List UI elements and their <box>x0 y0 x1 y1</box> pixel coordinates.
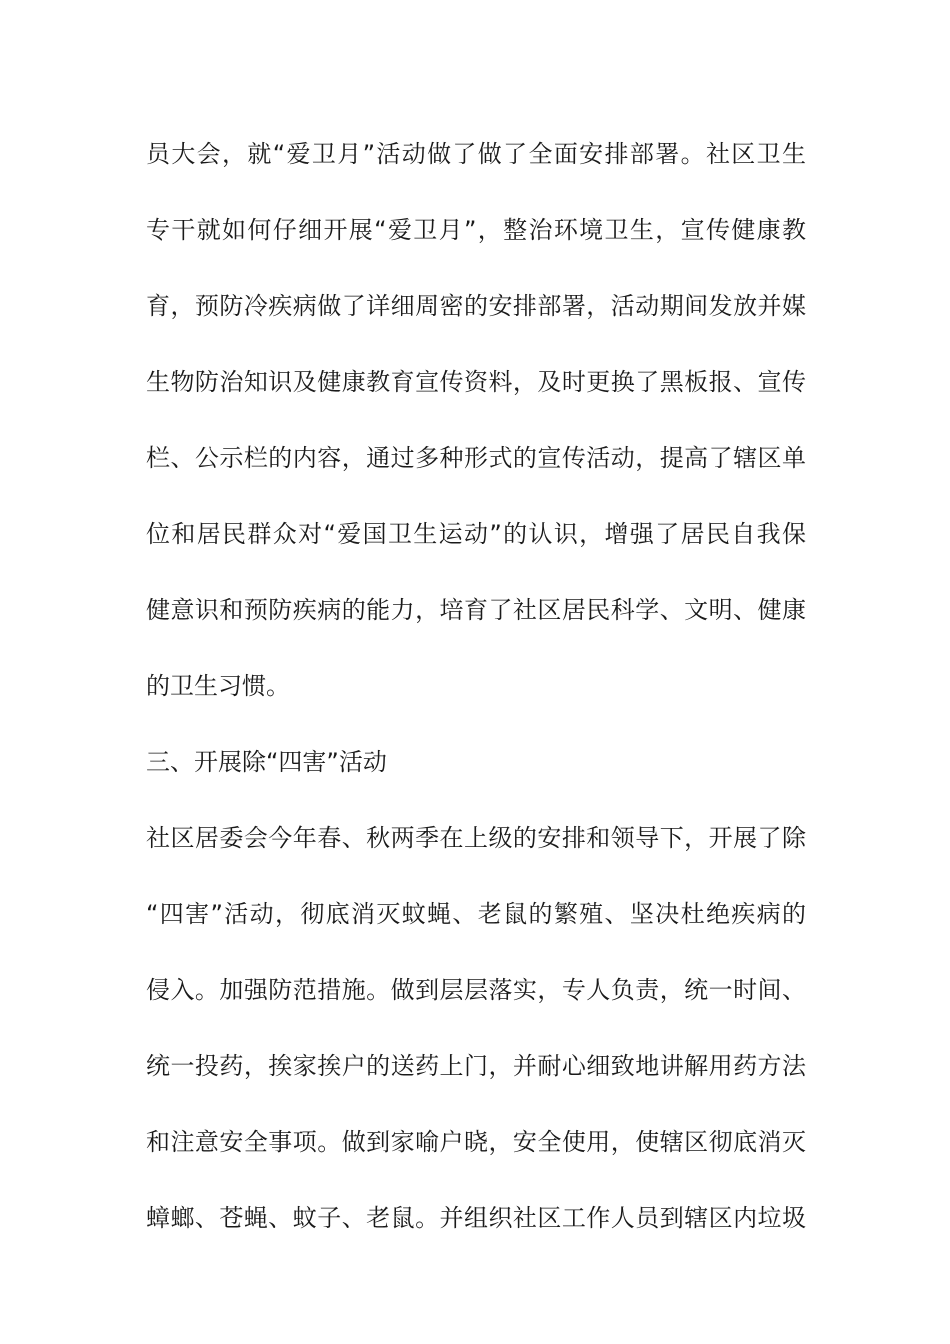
text-line: 社区居委会今年春、秋两季在上级的安排和领导下，开展了除 <box>146 824 806 852</box>
text-line: 育，预防冷疾病做了详细周密的安排部署，活动期间发放并媒 <box>146 292 806 320</box>
text-line: 统一投药，挨家挨户的送药上门，并耐心细致地讲解用药方法 <box>146 1052 806 1080</box>
text-line: 位和居民群众对“爱国卫生运动”的认识，增强了居民自我保 <box>146 520 806 548</box>
text-line: 蟑螂、苍蝇、蚊子、老鼠。并组织社区工作人员到辖区内垃圾 <box>146 1204 806 1232</box>
text-line: 栏、公示栏的内容，通过多种形式的宣传活动，提高了辖区单 <box>146 444 806 472</box>
text-line: 侵入。加强防范措施。做到层层落实，专人负责，统一时间、 <box>146 976 806 1004</box>
document-body <box>146 116 806 1256</box>
text-line: 的卫生习惯。 <box>146 672 290 700</box>
text-line: 和注意安全事项。做到家喻户晓，安全使用，使辖区彻底消灭 <box>146 1128 806 1156</box>
text-line: 健意识和预防疾病的能力，培育了社区居民科学、文明、健康 <box>146 596 806 624</box>
text-line: 员大会，就“爱卫月”活动做了做了全面安排部署。社区卫生 <box>146 140 806 168</box>
section-heading: 三、开展除“四害”活动 <box>146 748 387 776</box>
text-line: “四害”活动，彻底消灭蚊蝇、老鼠的繁殖、坚决杜绝疾病的 <box>146 900 806 928</box>
text-line: 生物防治知识及健康教育宣传资料，及时更换了黑板报、宣传 <box>146 368 806 396</box>
text-line: 专干就如何仔细开展“爱卫月”，整治环境卫生，宣传健康教 <box>146 216 806 244</box>
